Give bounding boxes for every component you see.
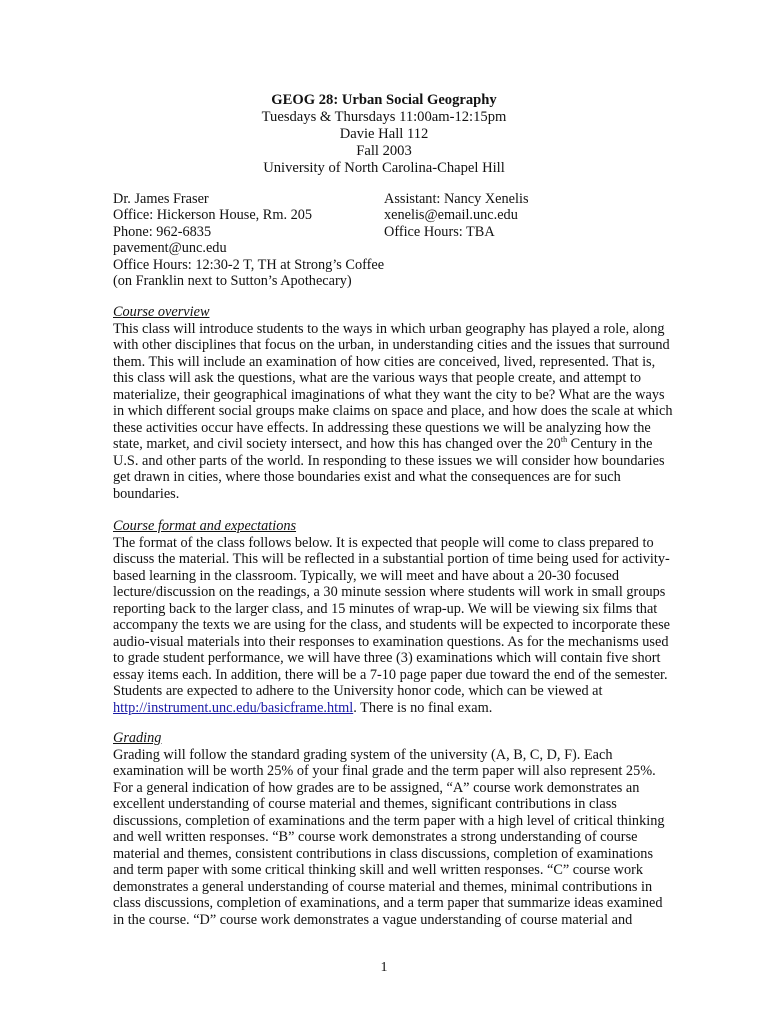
course-format-heading: Course format and expectations [113,518,297,534]
paragraph-line: demonstrates a general understanding of course material and themes, minimal contributions in [113,878,653,895]
paragraph-line: class discussions, completion of examinations, and a term paper that summarize ideas examined [113,895,663,912]
course-schedule: Tuesdays & Thursdays 11:00am-12:15pm [261,109,507,125]
paragraph-line: Students are expected to adhere to the University honor code, which can be viewed at [113,683,603,700]
instructor-office-hours-note: (on Franklin next to Sutton’s Apothecary) [113,273,352,290]
assistant-info [384,191,529,240]
paragraph-line: essay items each. In addition, there will be a 7-10 page paper due toward the end of the semester. [113,666,668,683]
assistant-email: xenelis@email.unc.edu [384,207,518,224]
paragraph-line: Grading will follow the standard grading system of the university (A, B, C, D, F). Each [113,747,613,763]
paragraph-line: get drawn in cities, where those boundaries exist and what the consequences are for such [113,469,621,486]
course-overview-section [113,304,673,502]
grading-section [113,730,673,928]
course-format-paragraph [113,535,673,716]
course-university: University of North Carolina-Chapel Hill [263,160,505,176]
instructor-phone: Phone: 962-6835 [113,223,212,240]
instructor-email: pavement@unc.edu [113,240,227,257]
paragraph-line: with other disciplines that focus on the urban, in understanding cities and the issues that surround [113,337,670,354]
page-number: 1 [380,960,388,975]
paragraph-line: them. This will include an examination of how cities are conceived, lived, represented. That is, [113,353,656,370]
paragraph-line: accompany the texts we are using for the class, and students will be expected to incorporate these [113,617,670,634]
course-location: Davie Hall 112 [339,126,429,142]
course-overview-heading: Course overview [113,304,210,320]
instructor-info [113,191,384,289]
course-term: Fall 2003 [356,143,412,159]
paragraph-line: For a general indication of how grades are to be assigned, “A” course work demonstrates an [113,779,640,796]
paragraph-line [113,700,673,716]
paragraph-line: discuss the material. This will be reflected in a substantial portion of time being used for activity- [113,551,670,568]
paragraph-line: examination will be worth 25% of your final grade and the term paper will also represent 25%. [113,763,656,780]
assistant-office-hours: Office Hours: TBA [384,223,495,240]
paragraph-line: in the course. “D” course work demonstrates a vague understanding of course material and [113,911,633,928]
paragraph-line: material and themes, consistent contributions in class discussions, completion of examinations [113,845,654,862]
paragraph-line: The format of the class follows below. It is expected that people will come to class prepared to [113,535,654,551]
paragraph-line: this class will ask the questions, what are the various ways that people create, and attempt to [113,370,642,387]
paragraph-line: boundaries. [113,485,180,502]
course-header [0,92,768,177]
assistant-name: Assistant: Nancy Xenelis [384,191,529,207]
paragraph-line: discussions, completion of examinations and the term paper with a high level of critical thinking [113,812,665,829]
line-text: state, market, and civil society intersect, and how this has changed over the 20 [113,436,561,453]
paragraph-line: lecture/discussion on the readings, a 30 minute session where students will work in small groups [113,584,666,601]
paragraph-line: these activities occur have effects. In addressing these questions we will be analyzing how the [113,419,651,436]
line-text: Century in the [567,436,653,453]
paragraph-line: This class will introduce students to the ways in which urban geography has played a role, along [113,321,665,337]
paragraph-line: audio-visual materials into their responses to examination questions. As for the mechanisms used [113,633,669,650]
paragraph-line: and term paper with some critical thinking skill and well written responses. “C” course work [113,862,644,879]
paragraph-line: in which different social groups make claims on space and place, and how does the scale at which [113,403,673,420]
paragraph-line: and well written responses. “B” course work demonstrates a strong understanding of course [113,829,638,846]
instructor-name: Dr. James Fraser [113,191,209,207]
paragraph-line: excellent understanding of course material and themes, significant contributions in class [113,796,617,813]
paragraph-line: based learning in the classroom. Typically, we will meet and have about a 20-30 focused [113,567,619,584]
instructor-office-hours: Office Hours: 12:30-2 T, TH at Strong’s Coffee [113,256,385,273]
paragraph-line: U.S. and other parts of the world. In responding to these issues we will consider how boundaries [113,452,665,469]
course-format-section [113,518,673,716]
line-text: . There is no final exam. [353,699,493,716]
paragraph-line: to grade student performance, we will have three (3) examinations which will contain five short [113,650,661,667]
paragraph-line: materialize, their geographical imaginations of what they want the city to be? What are the ways [113,386,665,403]
course-title: GEOG 28: Urban Social Geography [271,92,497,108]
grading-paragraph [113,747,673,928]
paragraph-line [113,436,673,452]
instructor-office: Office: Hickerson House, Rm. 205 [113,207,313,224]
course-overview-paragraph [113,321,673,502]
grading-heading: Grading [113,730,162,746]
honor-code-link[interactable]: http://instrument.unc.edu/basicframe.html [113,699,354,716]
paragraph-line: reporting back to the larger class, and 15 minutes of wrap-up. We will be viewing six films that [113,600,658,617]
ordinal-suffix: th [560,435,568,445]
